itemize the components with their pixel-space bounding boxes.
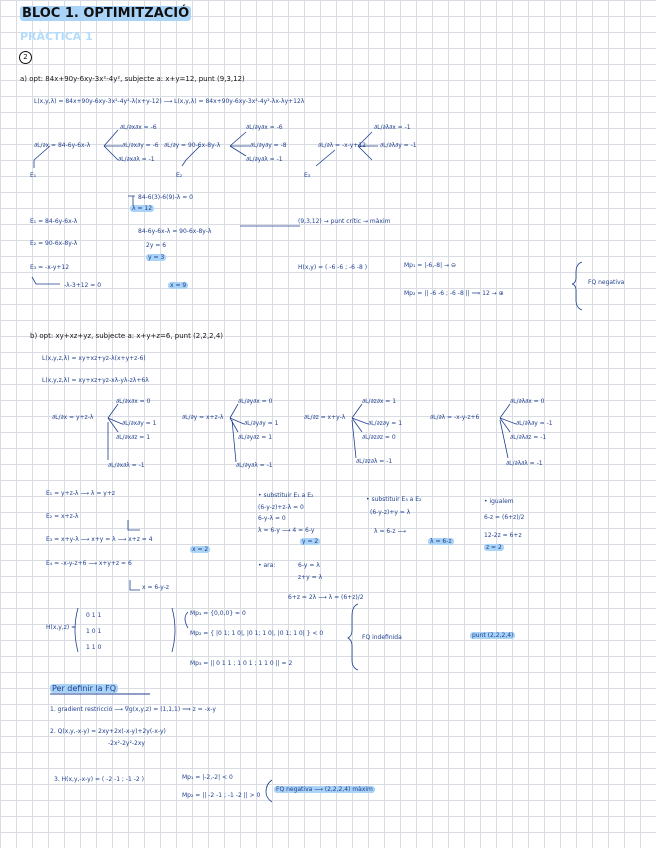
part-b-dx-low: ∂L/∂x∂z = 1	[116, 434, 151, 441]
part-b-e2: E₂ = x+z-λ	[46, 513, 79, 520]
part-a-d3-mid: ∂L/∂λ∂y = -1	[380, 142, 417, 149]
part-b-sub3-l2: 12-2z = 6+z	[484, 532, 522, 539]
part-b-y-result: y = 2	[302, 538, 319, 545]
page-subtitle: PRÀCTICA 1	[20, 30, 93, 43]
fq-step-2a: 2. Q(x,y,-x-y) = 2xy+2x(-x-y)+2y(-x-y)	[50, 728, 166, 735]
part-b-hessian-label: H(x,y,z) =	[46, 624, 77, 631]
page-title: BLOC 1. OPTIMITZACIÓ	[22, 6, 190, 21]
part-a-lambda-result: λ = 12	[132, 205, 153, 212]
part-b-dz-low: ∂L/∂z∂z = 0	[362, 434, 396, 441]
fq-step-3-conclusion: FQ negativa ⟶ (2,2,2,4) màxim	[276, 786, 373, 793]
part-a-d3-main: ∂L/∂λ = -x-y+12	[318, 142, 366, 149]
part-a-d1-main: ∂L/∂x = 84-6y-6x-λ	[34, 142, 91, 149]
part-b-dz-bot: ∂L/∂z∂λ = -1	[356, 458, 393, 465]
part-a-d1-bot: ∂L/∂x∂λ = -1	[118, 156, 155, 163]
part-b-e4-b: x = 6-y-z	[142, 584, 170, 591]
part-b-ara-l1: 6-y = λ	[298, 562, 320, 569]
part-b-dl-top: ∂L/∂λ∂x = 0	[510, 398, 545, 405]
part-b-statement: b) opt: xy+xz+yz, subjecte a: x+y+z=6, punt (2,2,2,4)	[30, 332, 224, 340]
part-b-hessian-row-3: 1 1 0	[86, 644, 102, 651]
part-b-dy-low: ∂L/∂y∂z = 1	[238, 434, 273, 441]
fq-step-3-mp1: Mp₁ = |-2,-2| < 0	[182, 774, 233, 781]
part-b-sub3-l1: 6-z = (6+z)/2	[484, 514, 525, 521]
part-b-ara-l2: z+y = λ	[298, 574, 323, 581]
part-b-dy-top: ∂L/∂y∂x = 0	[238, 398, 273, 405]
part-b-sub1-l2: 6-y-λ = 0	[258, 515, 286, 522]
part-b-e4: E₄ = -x-y-z+6 ⟶ x+y+z = 6	[46, 560, 132, 567]
part-b-sub2-l1: (6-y-z)+y = λ	[370, 509, 411, 516]
part-a-x-result: x = 9	[170, 282, 187, 289]
part-b-z-result: z = 2	[486, 544, 502, 551]
part-a-e2: E₂ = 90-6x-8y-λ	[30, 240, 78, 247]
part-a-hessian: H(x,y) = ( -6 -6 ; -6 -8 )	[298, 264, 368, 271]
part-a-e1-label: E₁	[30, 172, 37, 179]
part-b-dy-mid: ∂L/∂y∂y = 1	[244, 420, 279, 427]
part-b-fq: FQ indefinida	[362, 634, 402, 641]
fq-step-3: 3. H(x,y,-x-y) = ( -2 -1 ; -1 -2 )	[54, 776, 144, 783]
part-b-sub2-l2: λ = 6-z ⟶	[374, 528, 407, 535]
part-b-hessian-row-2: 1 0 1	[86, 628, 102, 635]
part-a-statement: a) opt: 84x+90y-6xy-3x²-4y², subjecte a: x+y=12, punt (9,3,12)	[20, 75, 245, 83]
part-b-dz-top: ∂L/∂z∂x = 1	[362, 398, 397, 405]
part-a-d2-mid: ∂L/∂y∂y = -8	[250, 142, 287, 149]
part-b-dx-bot: ∂L/∂x∂λ = -1	[108, 462, 145, 469]
part-a-sys-mid2: 2y = 6	[146, 242, 167, 249]
part-b-lagrangian-2: L(x,y,z,λ) = xy+xz+yz-xλ-yλ-zλ+6λ	[42, 377, 149, 384]
part-a-d3-top: ∂L/∂λ∂x = -1	[374, 124, 411, 131]
part-b-punt: punt (2,2,2,4)	[472, 632, 514, 639]
part-b-e3: E₃ = x+y-λ ⟶ x+y = λ ⟶ x+z = 4	[46, 536, 153, 543]
part-b-dz-mid: ∂L/∂z∂y = 1	[368, 420, 403, 427]
part-a-mp1: Mp₁ = |-6,-8| → ⊖	[404, 262, 457, 269]
fq-step-1: 1. gradient restricció ⟶ ∇g(x,y,z) = (1,1,1) ⟹ z = -x-y	[50, 706, 216, 713]
part-b-sub2-title: • substituir E₃ a E₂	[366, 496, 422, 503]
part-a-sys-mid1: 84-6y-6x-λ = 90-6x-8y-λ	[138, 228, 212, 235]
part-b-dx-main: ∂L/∂x = y+z-λ	[52, 414, 94, 421]
part-a-lagrangian: L(x,y,λ) = 84x+90y-6xy-3x²-4y²-λ(x+y-12) ⟶ L(x,y,λ) = 84x+90y-6xy-3x²-4y²-λx-λy+12λ	[34, 98, 305, 105]
part-a-d2-bot: ∂L/∂y∂λ = -1	[246, 156, 283, 163]
part-a-d1-mid: ∂L/∂x∂y = -6	[122, 142, 159, 149]
part-b-dx-top: ∂L/∂x∂x = 0	[116, 398, 151, 405]
fq-step-3-mp2: Mp₂ = || -2 -1 ; -1 -2 || > 0	[182, 792, 261, 799]
part-b-dl-main: ∂L/∂λ = -x-y-z+6	[430, 414, 480, 421]
part-b-sub1-title: • substituir E₁ a E₂	[258, 492, 314, 499]
part-a-d2-top: ∂L/∂y∂x = -6	[246, 124, 283, 131]
part-a-e2-label: E₂	[176, 172, 183, 179]
part-a-y-result: y = 3	[148, 254, 165, 261]
part-b-sub3-title: • igualem	[484, 498, 514, 505]
part-a-d2-main: ∂L/∂y = 90-6x-8y-λ	[164, 142, 221, 149]
part-a-e3-label: E₃	[304, 172, 311, 179]
part-b-hessian-row-1: 0 1 1	[86, 612, 102, 619]
part-b-mp2: Mp₂ = { |0 1; 1 0|, |0 1; 1 0|, |0 1; 1 0| } < 0	[190, 630, 324, 637]
part-b-dy-bot: ∂L/∂y∂λ = -1	[236, 462, 273, 469]
part-a-fq: FQ negativa	[588, 279, 625, 286]
part-a-sys-bot: -λ-3+12 = 0	[64, 282, 102, 289]
part-b-sub1-l1: (6-y-z)+z-λ = 0	[258, 504, 304, 511]
part-b-sub1-l3: λ = 6-y ⟶ 4 = 6-y	[258, 527, 315, 534]
part-b-x-result: x = 2	[192, 546, 209, 553]
part-a-sys-top: 84-6(3)-6(9)-λ = 0	[138, 194, 193, 201]
part-b-dy-main: ∂L/∂y = x+z-λ	[182, 414, 224, 421]
part-a-result: (9,3,12) → punt crític → màxim	[298, 218, 391, 225]
part-b-dl-low: ∂L/∂λ∂z = -1	[510, 434, 547, 441]
fq-section-title: Per definir la FQ	[52, 684, 117, 693]
part-b-lambda-result: λ = 6-z	[430, 538, 452, 545]
part-b-dx-mid: ∂L/∂x∂y = 1	[122, 420, 157, 427]
fq-step-2b: -2x²-2y²-2xy	[108, 740, 145, 747]
part-b-lagrangian-1: L(x,y,z,λ) = xy+xz+yz-λ(x+y+z-6)	[42, 355, 146, 362]
exercise-number: 2	[19, 51, 32, 64]
part-b-dz-main: ∂L/∂z = x+y-λ	[304, 414, 346, 421]
part-b-dl-bot: ∂L/∂λ∂λ = -1	[506, 460, 543, 467]
part-b-ara-l3: 6+z = 2λ ⟶ λ = (6+z)/2	[288, 594, 364, 601]
part-a-e3: E₃ = -x-y+12	[30, 264, 70, 271]
part-b-e1: E₁ = y+z-λ ⟶ λ = y+z	[46, 490, 116, 497]
part-b-ara-title: • ara:	[258, 562, 276, 569]
part-a-e1: E₁ = 84-6y-6x-λ	[30, 218, 78, 225]
part-b-mp3: Mp₃ = || 0 1 1 ; 1 0 1 ; 1 1 0 || = 2	[190, 660, 293, 667]
part-b-mp1: Mp₁ = {0,0,0} = 0	[190, 610, 246, 617]
part-a-mp2: Mp₂ = || -6 -6 ; -6 -8 || ⟹ 12 → ⊕	[404, 290, 504, 297]
part-b-dl-mid: ∂L/∂λ∂y = -1	[516, 420, 553, 427]
part-a-d1-top: ∂L/∂x∂x = -6	[120, 124, 157, 131]
